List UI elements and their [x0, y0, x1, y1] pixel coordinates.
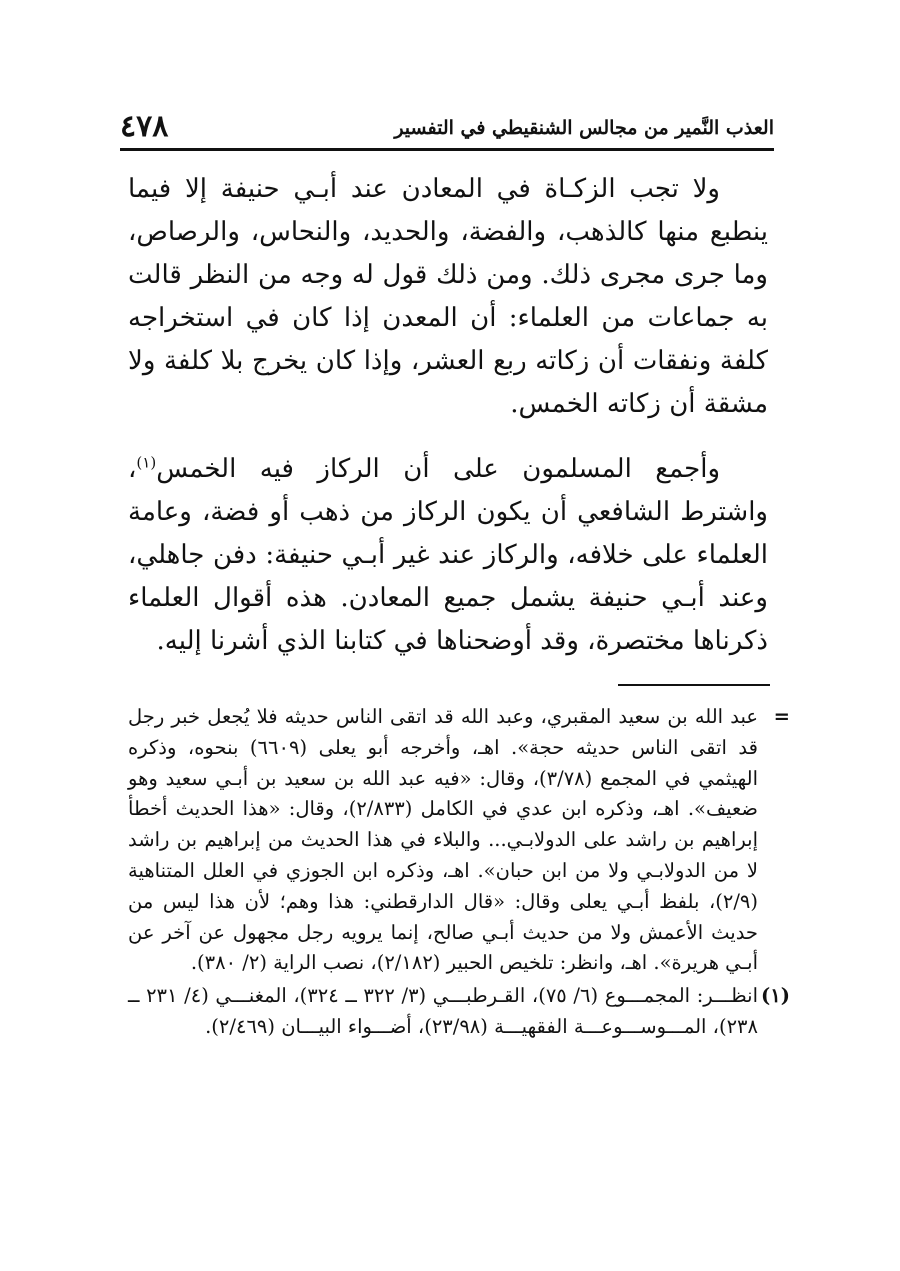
- paragraph-text: ، واشترط الشافعي أن يكون الركاز من ذهب أو فضة، وعامة العلماء على خلافه، والركاز عند غير أبـي حنيفة: دفن جاهلي، وعند أبـي حنيفة يشمل جميع المعادن. هذه أقوال العلماء ذكرناها مختصرة، وقد أوضحناها في كتابنا الذي أشرنا إليه.: [128, 454, 768, 656]
- page-header: [120, 108, 774, 151]
- footnote-reference: (١): [136, 453, 157, 472]
- page-number: ٤٧٨: [120, 109, 169, 144]
- paragraph-text: وأجمع المسلمون على أن الركاز فيه الخمس: [156, 454, 720, 484]
- footnote: [128, 702, 790, 979]
- main-text: [128, 168, 768, 663]
- footnote-marker: (١): [761, 984, 790, 1008]
- footnote-separator: [618, 684, 770, 686]
- paragraph: [128, 448, 768, 663]
- footnote-text: عبد الله بن سعيد المقبري، وعبد الله قد اتقى الناس حديثه فلا يُجعل خبر رجل قد اتقى الناس حديثه حجة». اهـ، وأخرجه أبو يعلى (٦٦٠٩) بنحوه، وذكره الهيثمي في المجمع (٣/٧٨)، وقال: «فيه عبد الله بن سعيد بن أبـي سعيد وهو ضعيف». اهـ، وذكره ابن عدي في الكامل (٢/٨٣٣)، وقال: «هذا الحديث أخطأ إبراهيم بن راشد على الدولابـي... والبلاء في هذا الحديث من إبراهيم بن راشد لا من الدولابـي ولا من ابن حبان». اهـ، وذكره ابن الجوزي في العلل المتناهية (٢/٩)، بلفظ أبـي يعلى وقال: «قال الدارقطني: هذا وهم؛ لأن هذا ليس من حديث الأعمش ولا من حديث أبـي صالح، إنما يرويه رجل مجهول عن آخر عن أبـي هريرة». اهـ، وانظر: تلخيص الحبير (٢/١٨٢)، نصب الراية (٢/ ٣٨٠).: [128, 705, 759, 975]
- running-title: العذب النَّمير من مجالس الشنقيطي في التفسير: [394, 117, 774, 139]
- footnote-text: انظـــر: المجمـــوع (٦/ ٧٥)، القـرطبـــي (٣/ ٣٢٢ ــ ٣٢٤)، المغنـــي (٤/ ٢٣١ ــ ٢٣٨)، المـــوســـوعـــة الفقهيـــة (٢٣/٩٨)، أضـــواء البيـــان (٢/٤٦٩).: [128, 984, 759, 1038]
- footnote: [128, 981, 790, 1043]
- footnotes: [128, 702, 790, 1043]
- footnote-marker: =: [773, 705, 790, 728]
- paragraph: ولا تجب الزكـاة في المعادن عند أبـي حنيفة إلا فيما ينطبع منها كالذهب، والفضة، والحديد، والنحاس، والرصاص، وما جرى مجرى ذلك. ومن ذلك قول له وجه من النظر قالت به جماعات من العلماء: أن المعدن إذا كان في استخراجه كلفة ونفقات أن زكاته ربع العشر، وإذا كان يخرج بلا كلفة ولا مشقة أن زكاته الخمس.: [128, 174, 768, 419]
